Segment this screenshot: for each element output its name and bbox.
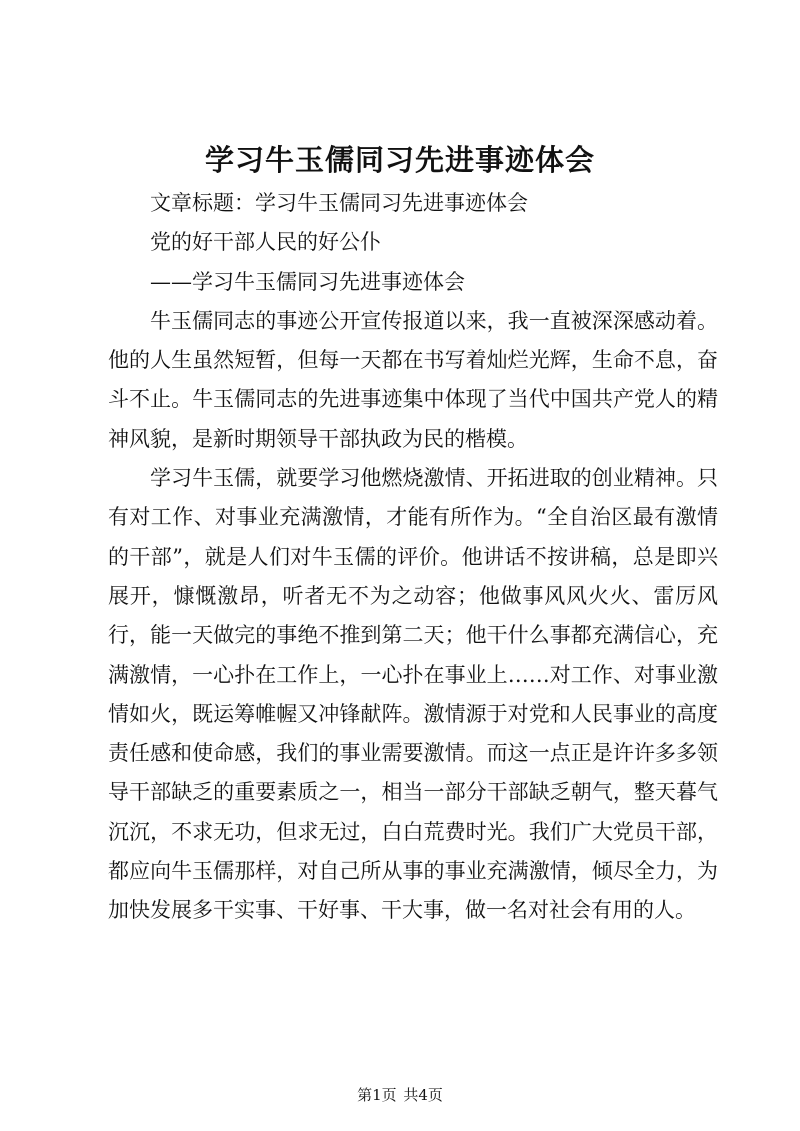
body-paragraph-1: 牛玉儒同志的事迹公开宣传报道以来，我一直被深深感动着。他的人生虽然短暂，但每一天都在书写着灿烂光辉，生命不息，奋斗不止。牛玉儒同志的先进事迹集中体现了当代中国共产党人的精神风貌，是新时期领导干部执政为民的楷模。 (108, 308, 718, 451)
page-number-footer: 第1页 共4页 (357, 1086, 443, 1104)
document-title: 学习牛玉儒同习先进事迹体会 (204, 143, 595, 177)
subtitle-dash-line: ——学习牛玉儒同习先进事迹体会 (150, 269, 465, 294)
document-body (108, 184, 718, 931)
subtitle-line: 党的好干部人民的好公仆 (150, 230, 381, 255)
body-paragraph-2: 学习牛玉儒，就要学习他燃烧激情、开拓进取的创业精神。只有对工作、对事业充满激情，才能有所作为。“全自治区最有激情的干部”，就是人们对牛玉儒的评价。他讲话不按讲稿，总是即兴展开，慷慨激昂，听者无不为之动容；他做事风风火火、雷厉风行，能一天做完的事绝不推到第二天；他干什么事都充满信心，充满激情，一心扑在工作上，一心扑在事业上……对工作、对事业激情如火，既运筹帷幄又冲锋献阵。激情源于对党和人民事业的高度责任感和使命感，我们的事业需要激情。而这一点正是许许多多领导干部缺乏的重要素质之一，相当一部分干部缺乏朝气，整天暮气沉沉，不求无功，但求无过，白白荒费时光。我们广大党员干部，都应向牛玉儒那样，对自己所从事的事业充满激情，倾尽全力，为加快发展多干实事、干好事、干大事，做一名对社会有用的人。 (108, 466, 718, 923)
article-heading-line: 文章标题：学习牛玉儒同习先进事迹体会 (150, 191, 528, 215)
